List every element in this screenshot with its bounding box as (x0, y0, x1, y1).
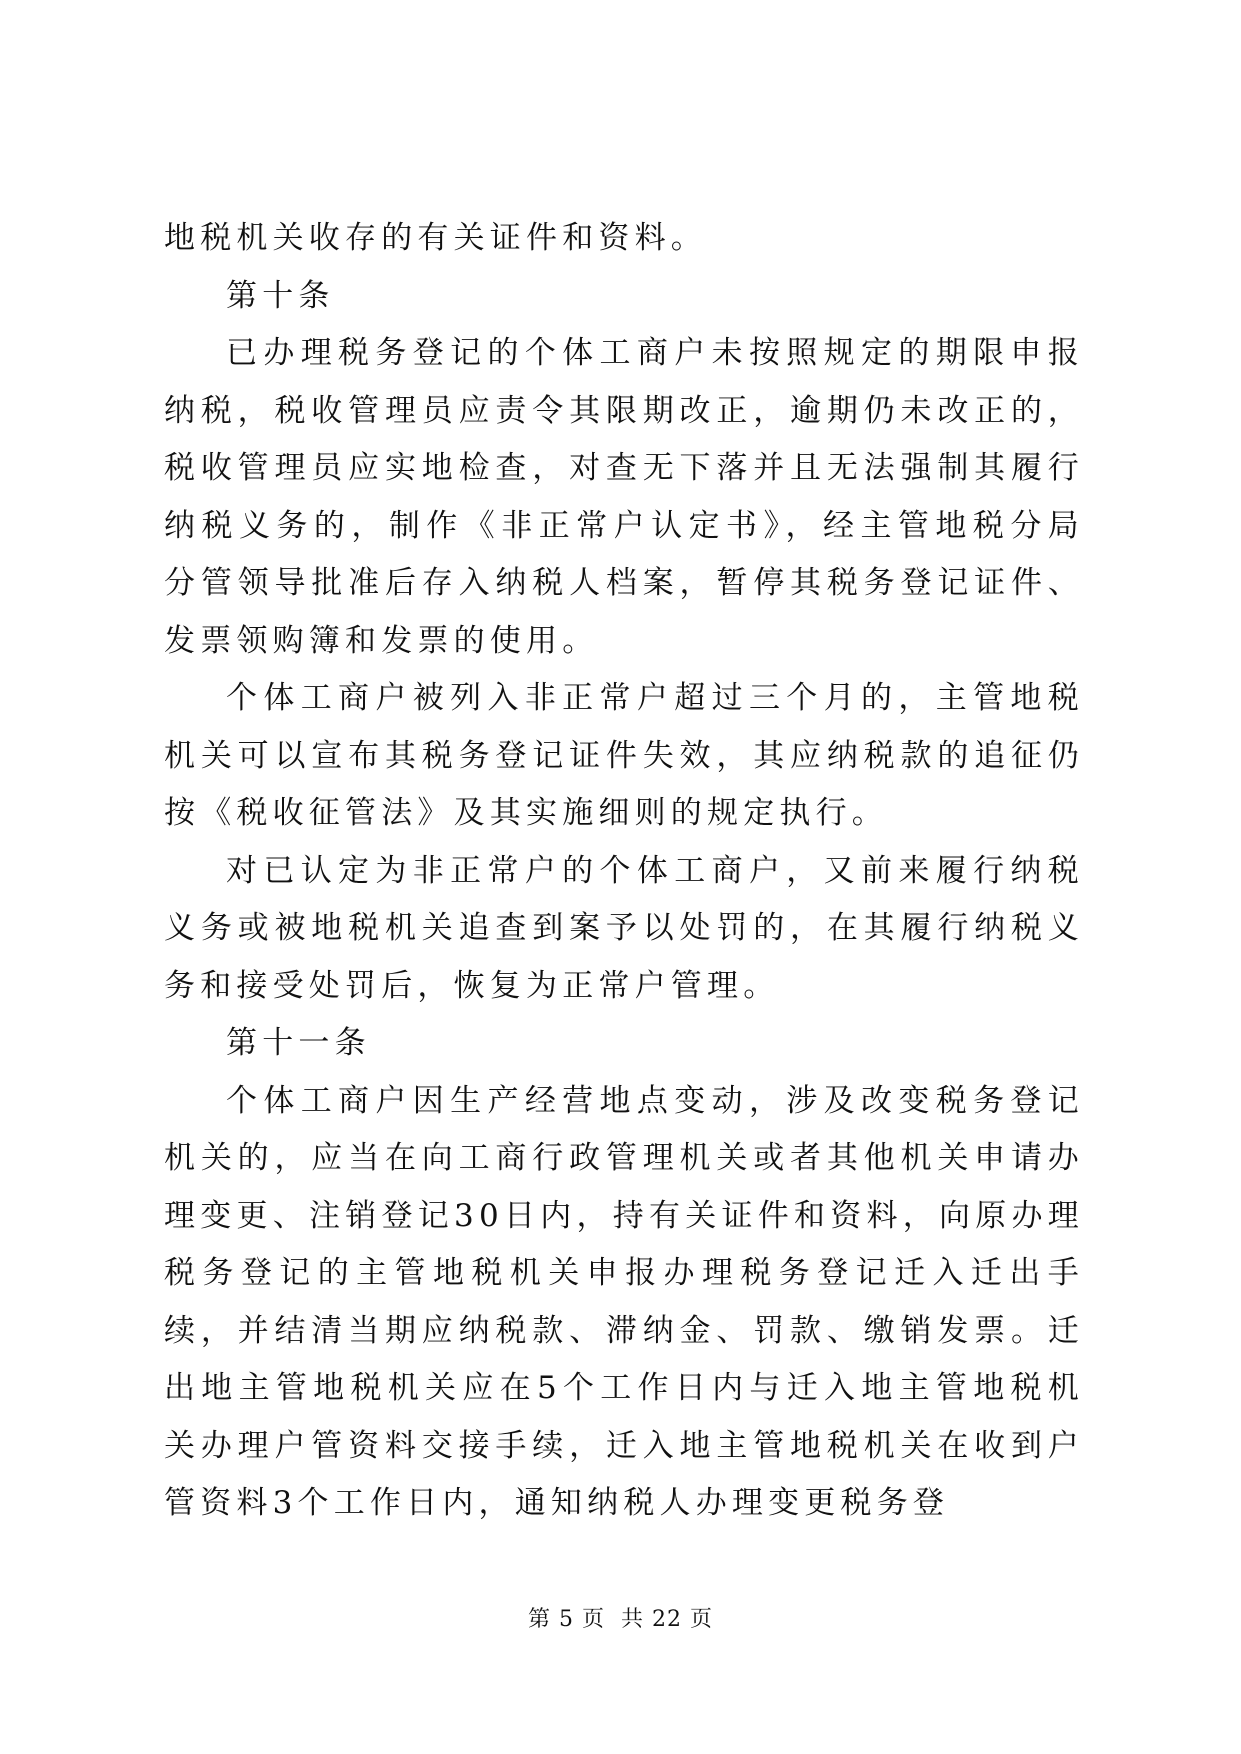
paragraph: 个体工商户因生产经营地点变动，涉及改变税务登记机关的，应当在向工商行政管理机关或者其他机关申请办理变更、注销登记30日内，持有关证件和资料，向原办理税务登记的主管地税机关申报办理税务登记迁入迁出手续，并结清当期应纳税款、滞纳金、罚款、缴销发票。迁出地主管地税机关应在5个工作日内与迁入地主管地税机关办理户管资料交接手续，迁入地主管地税机关在收到户管资料3个工作日内，通知纳税人办理变更税务登 (164, 1082, 1084, 1521)
article-heading-11: 第十一条 (226, 1025, 371, 1061)
paragraph-continuation: 地税机关收存的有关证件和资料。 (164, 220, 707, 256)
paragraph: 个体工商户被列入非正常户超过三个月的，主管地税机关可以宣布其税务登记证件失效，其应纳税款的追征仍按《税收征管法》及其实施细则的规定执行。 (164, 680, 1084, 831)
page-footer (0, 1602, 1241, 1633)
paragraph: 已办理税务登记的个体工商户未按照规定的期限申报纳税，税收管理员应责令其限期改正，逾期仍未改正的，税收管理员应实地检查，对查无下落并且无法强制其履行纳税义务的，制作《非正常户认定书》，经主管地税分局分管领导批准后存入纳税人档案，暂停其税务登记证件、发票领购簿和发票的使用。 (164, 335, 1084, 659)
page-number: 第 5 页 共 22 页 (528, 1607, 713, 1632)
document-body (164, 210, 1084, 1533)
paragraph: 对已认定为非正常户的个体工商户，又前来履行纳税义务或被地税机关追查到案予以处罚的，在其履行纳税义务和接受处罚后，恢复为正常户管理。 (164, 852, 1084, 1004)
article-heading-10: 第十条 (226, 277, 335, 314)
